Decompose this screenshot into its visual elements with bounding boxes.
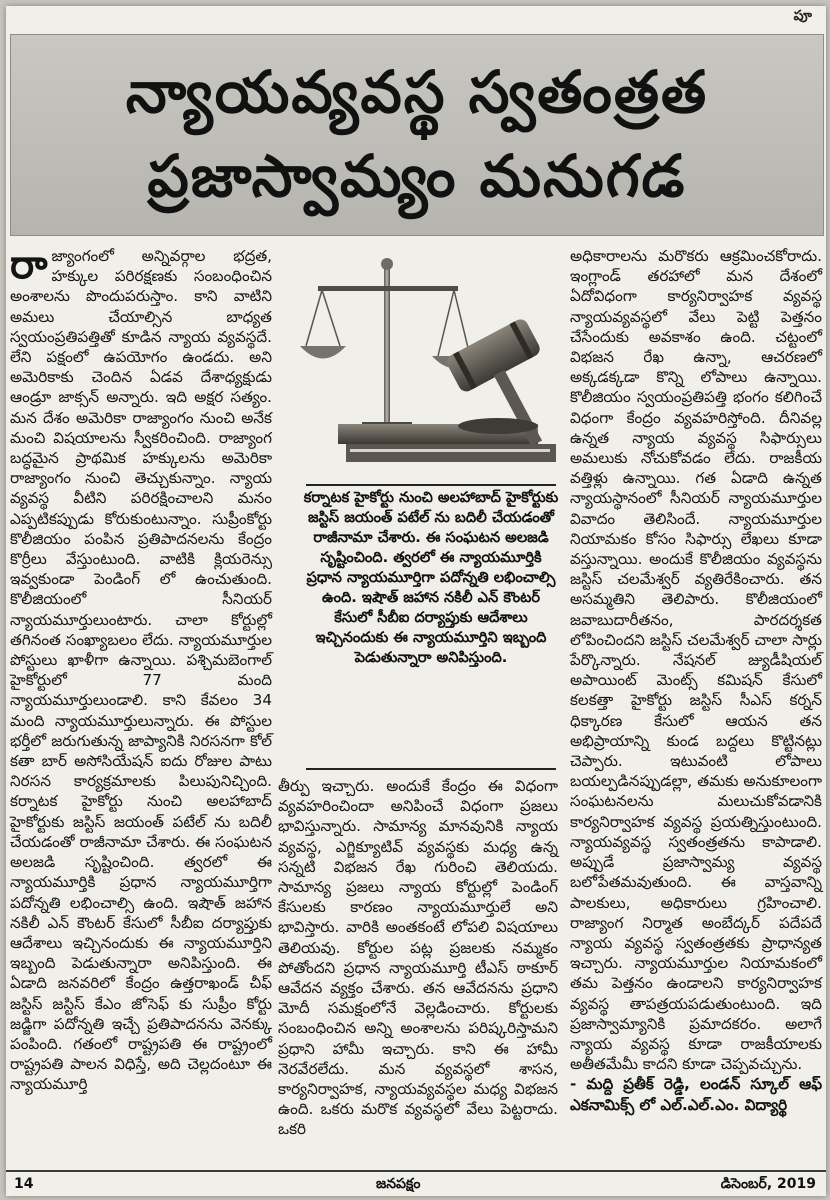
pullquote-rule-top xyxy=(306,484,556,486)
newspaper-page xyxy=(6,6,826,1196)
pullquote: కర్నాటక హైకోర్టు నుంచి అలహాబాద్ హైకోర్టుకు జస్టిస్ జయంత్ పటేల్ ను బదిలీ చేయడంతో రాజీనామా చేశారు. ఈ సంఘటన అలజడి సృష్టించింది. త్వరలో ఈ న్యాయమూర్తికి ప్రధాన న్యాయమూర్తిగా పదోన్నతి లభించాల్సి ఉంది. ఇషౌత్ జహాన నకిలీ ఎన్ కౌంటర్ కేసులో సీబీఐ దర్యాప్తుకు ఆదేశాలు ఇచ్చినందుకు ఈ న్యాయమూర్తిని ఇబ్బంది పెడుతున్నారా అనిపిస్తుంది. xyxy=(303,489,559,666)
headline-banner xyxy=(10,34,824,236)
pullquote-rule-bottom xyxy=(306,768,556,770)
article-column-1 xyxy=(10,242,272,1095)
author-byline: - మద్ది ప్రతీక్ రెడ్డి, లండన్ స్కూల్ ఆఫ్ ఎకనామిక్స్ లో ఎల్.ఎల్.ఎం. విద్యార్థి xyxy=(570,1075,822,1114)
article-column-2 xyxy=(278,776,558,1140)
page-number: 14 xyxy=(14,1176,34,1192)
paper-name: జనపక్షం xyxy=(376,1176,421,1192)
article-text-col3: అధికారాలను మరొకరు ఆక్రమించకోరాదు. ఇంగ్లాండ్ తరహాలో మన దేశంలో ఏదోవిధంగా కార్యనిర్వాహక వ్యవస్థ న్యాయవ్యవస్థలో వేలు పెట్టి పెత్తనం చేసేందుకు అవకాశం ఉంది. చట్టంలో విభజన రేఖ ఉన్నా, ఆచరణలో అక్కడక్కడా కొన్ని లోపాలు ఉన్నాయి. కొలీజియం స్వయంప్రతిపత్తి భంగం కలిగించే విధంగా కేంద్రం వ్యవహరిస్తోంది. దీనివల్ల ఉన్నత న్యాయ వ్యవస్థ సిఫార్సులు అమలుకు నోచుకోవడం లేదు. రాజకీయ వత్తిళ్లు ఉన్నాయి. గత ఏడాది ఉన్నత న్యాయస్థానంలో సీనియర్ న్యాయమూర్తుల వివాదం తెలిసిందే. న్యాయమూర్తుల నియామకం కోసం సిఫార్సు లేఖలు కూడా వస్తున్నాయి. అందుకే కొలీజియం వ్యవస్థను జస్టిస్ చలమేశ్వర్ వ్యతిరేకించారు. తన అసమ్మతిని తెలిపారు. కొలీజియంలో జవాబుదారీతనం, పారదర్శకత లోపించిందని జస్టిస్ చలమేశ్వర్ చాలా సార్లు పేర్కొన్నారు. నేషనల్ జ్యుడీషియల్ అపాయింట్ మెంట్స్ కమిషన్ కేసులో కలకత్తా హైకోర్టు జస్టిస్ సీఎస్ కర్నన్ ధిక్కారణ కేసులో ఆయన తన అభిప్రాయాన్ని కుండ బద్దలు కొట్టినట్లు చెప్పారు. ఇటువంటి లోపాలు బయల్పడినప్పుడల్లా, తమకు అనుకూలంగా సంఘటనలను మలుచుకోవడానికి కార్యనిర్వాహక వ్యవస్థ ప్రయత్నిస్తుంటుంది. న్యాయవ్యవస్థ స్వతంత్రతను కాపాడాలి. అప్పుడే ప్రజాస్వామ్య వ్యవస్థ బలోపేతమవుతుంది. ఈ వాస్తవాన్ని పాలకులు, అధికారులు గ్రహించాలి. రాజ్యాంగ నిర్మాత అంబేద్కర్ పదేపదే న్యాయ వ్యవస్థ స్వతంత్రతకు ప్రాధాన్యత ఇచ్చారు. న్యాయమూర్తుల నియామకంలో తమ పెత్తనం ఉండాలని కార్యనిర్వాహక వ్యవస్థ తాపత్రయపడుతుంటుంది. ఇది ప్రజాస్వామ్యానికి ప్రమాదకరం. అలాగే న్యాయ వ్యవస్థ కూడా రాజకీయాలకు అతీతమేమీ కాదని కూడా చెప్పవచ్చును. xyxy=(570,247,822,1074)
drop-cap: రా xyxy=(10,242,48,288)
headline-line-2: ప్రజాస్వామ్యం మనుగడ xyxy=(147,142,687,210)
page-footer xyxy=(6,1170,826,1196)
article-column-3 xyxy=(570,246,822,1115)
issue-date: డిసెంబర్, 2019 xyxy=(720,1176,816,1192)
corner-mark: పూ xyxy=(793,8,812,24)
article-text-col2: తీర్పు ఇచ్చారు. అందుకే కేంద్రం ఈ విధంగా వ్యవహరించిందా అనిపించే విధంగా ప్రజలు భావిస్తున్నారు. సామాన్య మానవునికి న్యాయ వ్యవస్థ, ఎగ్జిక్యూటివ్ వ్యవస్థకు మధ్య ఉన్న సన్నటి విభజన రేఖ గురించి తెలియదు. సామాన్య ప్రజలు న్యాయ కోర్టుల్లో పెండింగ్ కేసులకు కారణం న్యాయమూర్తులే అని భావిస్తారు. వారికి అంతకంటే లోపలి విషయాలు తెలియవు. కోర్టుల పట్ల ప్రజలకు నమ్మకం పోతోందని ప్రధాన న్యాయమూర్తి టీఎస్ ఠాకూర్ ఆవేదన వ్యక్తం చేశారు. తన ఆవేదనను ప్రధాని మోదీ సమక్షంలోనే వెల్లడించారు. కోర్టులకు సంబంధించిన అన్ని అంశాలను పరిష్కరిస్తామని ప్రధాని హామీ ఇచ్చారు. కాని ఈ హామీ నెరవేరలేదు. మన వ్యవస్థలో శాసన, కార్యనిర్వాహక, న్యాయవ్యవస్థల మధ్య విభజన ఉంది. ఒకరు మరొక వ్యవస్థలో వేలు పెట్టరాదు. ఒకరి xyxy=(278,777,558,1139)
article-text-col1: జ్యాంగంలో అన్నివర్గాల భద్రత, హక్కుల పరిరక్షణకు సంబంధించిన అంశాలను పొందుపరుస్తాం. కాని వాటిని అమలు చేయాల్సిన బాధ్యత స్వయంప్రతిపత్తితో కూడిన న్యాయ వ్యవస్థదే. లేని పక్షంలో ఉపయోగం ఉండదు. అని అమెరికాకు చెందిన ఏడవ దేశాధ్యక్షుడు ఆండ్రూ జాక్సన్ అన్నారు. ఇది అక్షర సత్యం. మన దేశం అమెరికా రాజ్యాంగం నుంచి అనేక మంచి విషయాలను స్వీకరించింది. రాజ్యాంగ బద్ధమైన ప్రాథమిక హక్కులను అమెరికా రాజ్యాంగం నుంచి తెచ్చుకున్నాం. న్యాయ వ్యవస్థ వీటిని పరిరక్షించాలని మనం ఎప్పటికప్పుడు కోరుకుంటున్నాం. సుప్రీంకోర్టు కొలీజియం పంపిన ప్రతిపాదనలను కేంద్రం కొర్రీలు వేస్తుంటుంది. వాటికి క్లియరెన్సు ఇవ్వకుండా పెండింగ్ లో ఉంచుతుంది. కొలీజియంలో సీనియర్ న్యాయమూర్తులుంటారు. చాలా కోర్టుల్లో తగినంత సంఖ్యాబలం లేదు. న్యాయమూర్తుల పోస్టులు ఖాళీగా ఉన్నాయి. పశ్చిమబెంగాల్ హైకోర్టులో 77 మంది న్యాయమూర్తులుండాలి. కాని కేవలం 34 మంది న్యాయమూర్తులున్నారు. ఈ పోస్టుల భర్తీలో జరుగుతున్న జాప్యానికి నిరసనగా కోల్ కతా బార్ అసోసియేషన్ ఐదు రోజుల పాటు నిరసన కార్యక్రమాలకు పిలుపునిచ్చింది. కర్నాటక హైకోర్టు నుంచి అలహాబాద్ హైకోర్టుకు జస్టిస్ జయంత్ పటేల్ ను బదిలీ చేయడంతో రాజీనామా చేశారు. ఈ సంఘటన అలజడి సృష్టించింది. త్వరలో ఈ న్యాయమూర్తికి ప్రధాన న్యాయమూర్తిగా పదోన్నతి లభించాల్సి ఉంది. ఇషౌత్ జహాన నకిలీ ఎన్ కౌంటర్ కేసులో సీబీఐ దర్యాప్తుకు ఆదేశాలు ఇచ్చినందుకు ఈ న్యాయమూర్తిని ఇబ్బంది పెడుతున్నారా అనిపిస్తుంది. ఈ ఏడాది జనవరిలో కేంద్రం ఉత్తరాఖండ్ చీఫ్ జస్టిస్ జస్టిస్ కేఎం జోసెఫ్ కు సుప్రీం కోర్టు జడ్జిగా పదోన్నతి ఇచ్చే ప్రతిపాదనను వెనక్కు పంపింది. గతంలో రాష్ట్రపతి ఈ రాష్ట్రంలో రాష్ట్రపతి పాలన విధిస్తే, అది చెల్లదంటూ ఈ న్యాయమూర్తి xyxy=(10,247,272,1094)
scales-and-gavel-icon xyxy=(298,246,564,476)
headline-line-1: న్యాయవ్యవస్థ స్వతంత్రత xyxy=(125,58,709,126)
